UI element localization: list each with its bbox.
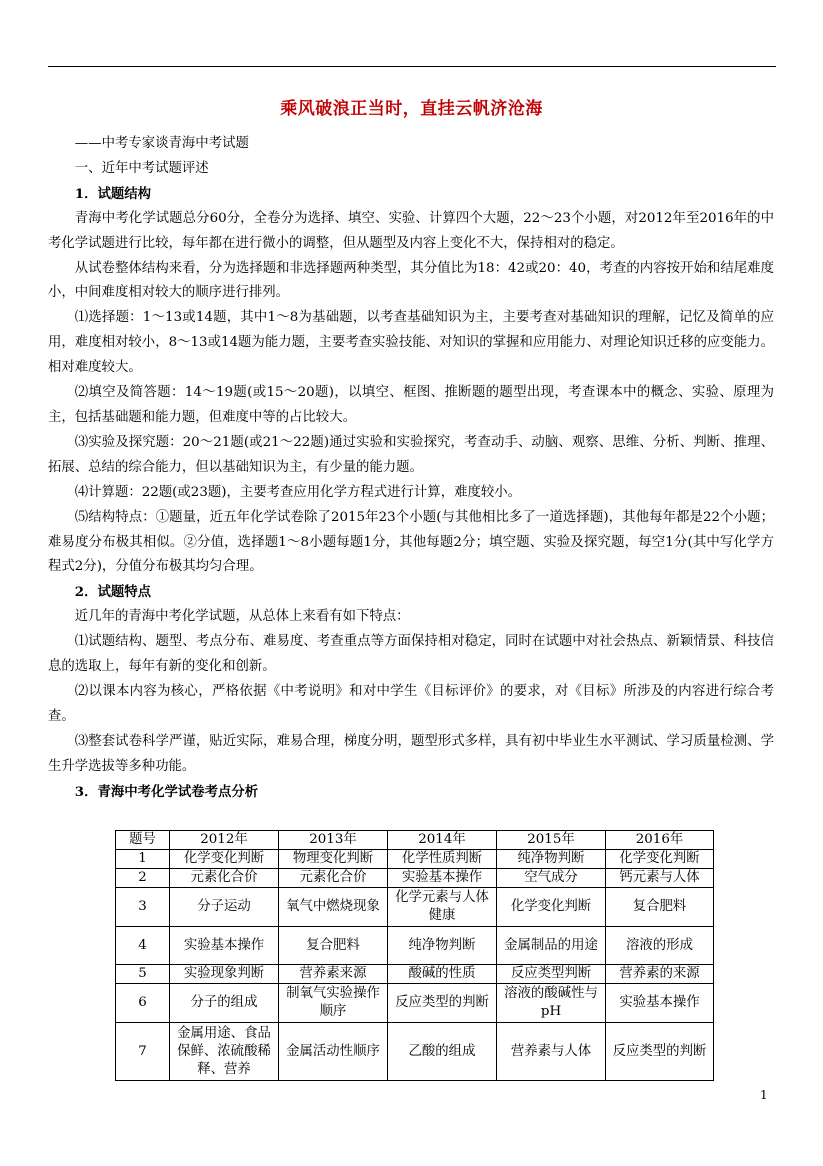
document-body <box>48 132 774 804</box>
table-cell: 6 <box>116 984 170 1023</box>
table-cell: 化学性质判断 <box>388 850 497 869</box>
table-cell: 化学变化判断 <box>606 850 714 869</box>
subsection-heading: 1．试题结构 <box>74 185 152 202</box>
table-cell: 5 <box>116 965 170 984</box>
table-cell: 纯净物判断 <box>388 927 497 965</box>
table-cell: 物理变化判断 <box>279 850 388 869</box>
table-cell: 复合肥料 <box>606 888 714 927</box>
table-cell: 分子的组成 <box>170 984 279 1023</box>
paragraph: ⑸结构特点：①题量，近五年化学试卷除了2015年23个小题(与其他相比多了一道选择题)，其他每年都是22个小题；难易度分布极其相似。②分值，选择题1～8小题每题1分，其他每题2分；填空题、实验及探究题，每空1分(其中写化学方程式2分)，分值分布极其均匀合理。 <box>48 509 774 575</box>
table-cell: 实验基本操作 <box>606 984 714 1023</box>
table-cell: 空气成分 <box>497 869 606 888</box>
paragraph: ⑵以课本内容为核心，严格依据《中考说明》和对中学生《目标评价》的要求，对《目标》所涉及的内容进行综合考查。 <box>48 683 774 724</box>
table-row <box>116 850 714 869</box>
table-row <box>116 869 714 888</box>
table-cell: 纯净物判断 <box>497 850 606 869</box>
table-cell: 1 <box>116 850 170 869</box>
paragraph: ⑷计算题：22题(或23题)，主要考查应用化学方程式进行计算，难度较小。 <box>74 484 522 500</box>
table-cell: 反应类型的判断 <box>606 1023 714 1081</box>
paragraph: 从试卷整体结构来看，分为选择题和非选择题两种类型，其分值比为18：42或20：40，考查的内容按开始和结尾难度小，中间难度相对较大的顺序进行排列。 <box>48 260 774 301</box>
table-header-row <box>116 831 714 850</box>
section-heading: 一、近年中考试题评述 <box>74 160 209 176</box>
table-row <box>116 984 714 1023</box>
table-cell: 溶液的酸碱性与pH <box>497 984 606 1023</box>
table-row <box>116 1023 714 1081</box>
table-header-cell: 2013年 <box>279 831 388 850</box>
table-cell: 实验基本操作 <box>388 869 497 888</box>
table-row <box>116 965 714 984</box>
table-cell: 金属用途、食品保鲜、浓硫酸稀释、营养 <box>170 1023 279 1081</box>
table-cell: 乙酸的组成 <box>388 1023 497 1081</box>
table-cell: 反应类型的判断 <box>388 984 497 1023</box>
table-cell: 酸碱的性质 <box>388 965 497 984</box>
table-cell: 钙元素与人体 <box>606 869 714 888</box>
table-header-cell: 题号 <box>116 831 170 850</box>
table-cell: 营养素的来源 <box>606 965 714 984</box>
paragraph: 青海中考化学试题总分60分，全卷分为选择、填空、实验、计算四个大题，22～23个小题，对2012年至2016年的中考化学试题进行比较，每年都在进行微小的调整，但从题型及内容上变化不大，保持相对的稳定。 <box>48 210 774 251</box>
table-cell: 化学变化判断 <box>170 850 279 869</box>
table-cell: 实验现象判断 <box>170 965 279 984</box>
paragraph: ⑴选择题：1～13或14题，其中1～8为基础题，以考查基础知识为主，主要考查对基础知识的理解，记忆及简单的应用，难度相对较小，8～13或14题为能力题，主要考查实验技能、对知识的掌握和应用能力、对理论知识迁移的应变能力。相对难度较大。 <box>48 310 774 376</box>
table-cell: 化学变化判断 <box>497 888 606 927</box>
exam-topic-table <box>115 830 714 1081</box>
table-cell: 金属制品的用途 <box>497 927 606 965</box>
table-cell: 制氧气实验操作顺序 <box>279 984 388 1023</box>
table-cell: 营养素来源 <box>279 965 388 984</box>
table-header-cell: 2016年 <box>606 831 714 850</box>
table-row <box>116 888 714 927</box>
table-cell: 3 <box>116 888 170 927</box>
table-cell: 实验基本操作 <box>170 927 279 965</box>
subsection-heading: 2．试题特点 <box>74 584 152 601</box>
table-cell: 元素化合价 <box>279 869 388 888</box>
table-cell: 2 <box>116 869 170 888</box>
paragraph: 近几年的青海中考化学试题，从总体上来看有如下特点： <box>74 609 410 625</box>
table-cell: 氧气中燃烧现象 <box>279 888 388 927</box>
table-cell: 化学元素与人体健康 <box>388 888 497 927</box>
table-cell: 7 <box>116 1023 170 1081</box>
header-rule <box>48 66 776 67</box>
paragraph: ⑶整套试卷科学严谨，贴近实际，难易合理，梯度分明，题型形式多样，具有初中毕业生水平测试、学习质量检测、学生升学选拔等多种功能。 <box>48 733 774 774</box>
table-cell: 反应类型判断 <box>497 965 606 984</box>
table-row <box>116 927 714 965</box>
paragraph: ⑴试题结构、题型、考点分布、难易度、考查重点等方面保持相对稳定，同时在试题中对社会热点、新颖情景、科技信息的选取上，每年有新的变化和创新。 <box>48 634 774 675</box>
table-header-cell: 2014年 <box>388 831 497 850</box>
table-cell: 元素化合价 <box>170 869 279 888</box>
table-cell: 溶液的形成 <box>606 927 714 965</box>
page-number: 1 <box>760 1088 768 1102</box>
table-cell: 复合肥料 <box>279 927 388 965</box>
table-header-cell: 2012年 <box>170 831 279 850</box>
paragraph: ⑵填空及简答题：14～19题(或15～20题)，以填空、框图、推断题的题型出现，考查课本中的概念、实验、原理为主，包括基础题和能力题，但难度中等的占比较大。 <box>48 385 774 425</box>
table-cell: 分子运动 <box>170 888 279 927</box>
table-cell: 金属活动性顺序 <box>279 1023 388 1081</box>
paragraph: ⑶实验及探究题：20～21题(或21～22题)通过实验和实验探究，考查动手、动脑、观察、思维、分析、判断、推理、拓展、总结的综合能力，但以基础知识为主，有少量的能力题。 <box>48 434 774 475</box>
table-cell: 4 <box>116 927 170 965</box>
page-title: 乘风破浪正当时，直挂云帆济沧海 <box>280 99 543 119</box>
table-cell: 营养素与人体 <box>497 1023 606 1081</box>
subsection-heading: 3．青海中考化学试卷考点分析 <box>74 783 259 800</box>
table-header-cell: 2015年 <box>497 831 606 850</box>
subtitle: ——中考专家谈青海中考试题 <box>74 136 249 151</box>
